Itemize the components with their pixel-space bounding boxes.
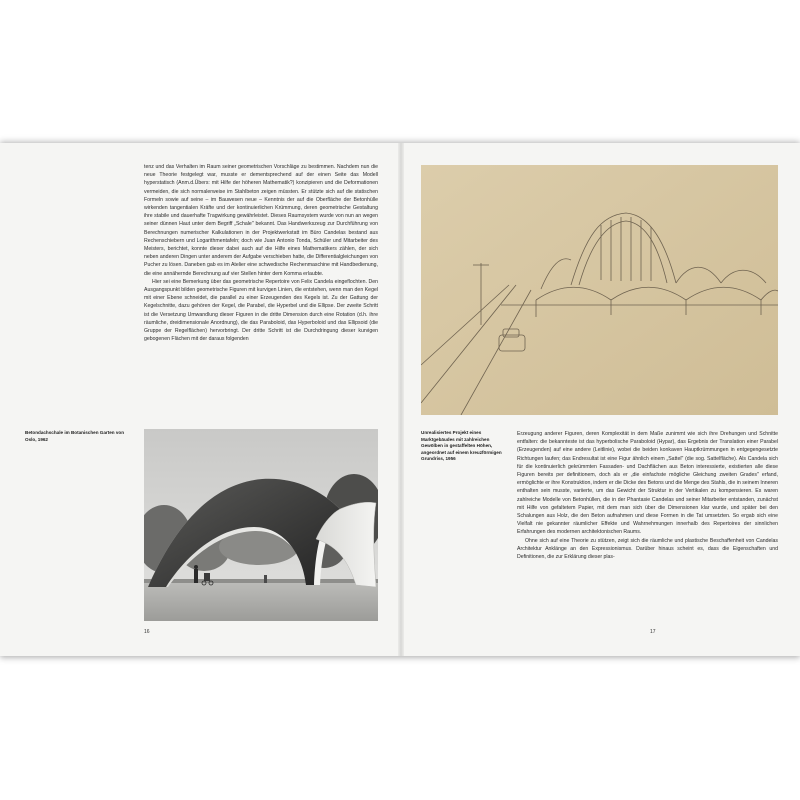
market-sketch-image <box>421 165 778 415</box>
right-paragraph-1: Erzeugung anderer Figuren, deren Komplexität in dem Maße zunimmt wie sich ihre Drehungen und Schnitte entfalten: die bekannteste ist das hyperbolische Paraboloid (Hypar), das Ergebnis der Translation einer Parabel (Erzeugenden) auf eine andere (Leitlinie), wobei die beiden konkaven Hauptkrümmungen in entgegengesetzte Richtungen laufen; das Endresultat ist eine Figur ähnlich einem „Sattel" (die sog. Sattelfläche). Als Candela sich für die kontinuierlich gekrümmten Fassaden- und Dachflächen aus Beton interessierte, existierten alle diese Figuren bereits per definitionem, doch als er „die einfachste mögliche Gleichung zweiten Grades" erfand, ermöglichte er ihre Konstruktion, indem er die Dicke des Betons und die Menge des Stahls, die in seinem Inneren enthalten sein musste, variierte, um das Gewicht der Struktur in der Vertikalen zu kompensieren. Es waren zahlreiche Modelle von Betonhüllen, die in der Phantasie Candelas und seiner Mitarbeiter entstanden, zunächst mit Hilfe von gefaltetem Papier, mit dem man sich über die Dimensionen klar wurde, und später bei den Schalungen aus Holz, die den Beton aufnahmen und diese Formen in die Tat umsetzten. So ergab sich eine Vielfalt nie gekannter räumlicher Effekte und Wahrnehmungen innerhalb des Repertoires der sinnlichen Erfahrungen des modernen architektonischen Raums. <box>517 431 778 536</box>
left-photo-caption: Betondachschale im Botanischen Garten von Oslo, 1962 <box>25 430 125 442</box>
book-gutter <box>398 143 404 656</box>
left-page-body-text <box>144 163 378 431</box>
right-page-number: 17 <box>650 629 656 635</box>
left-paragraph-1: tenz und das Verhalten im Raum seiner geometrischen Vorschläge zu bestimmen. Nachdem nun die neue Theorie festgelegt war, musste er dementsprechend auf der einen Seite das Modell hyperstatisch (Anm.d.Übers: mit Hilfe der höheren Mathematik?) konzipieren und die Deformationen vermeiden, die sich normalerweise im Stahlbeton zeigen müssten. Er stützte sich auf die statischen Formeln sowie auf seine – im Bauwesen neue – Kenntnis der auf die Oberfläche der Betonhülle wirkenden tangentialen Kräfte und der kontinuierlichen Krümmung, deren geometrische Gestaltung ihre stabile und dauerhafte Tragwirkung gewährleistet. Dieses Raumsystem wurde von nun an wegen seiner dünnen Haut unter dem Begriff „Schale" bekannt. Das Handwerkszeug zur Durchführung von Berechnungen numerischer Kalkulationen in der Projektwerkstatt im Büro Candelas bestand aus Rechenschiebern und Logarithmentafeln; doch wie Juan Antonio Tonda, Schüler und Mitarbeiter des Meisters, berichtet, konnte dieser dabei auch auf die Hilfe eines Mathematikers zählen, der sich neben anderen Dingen unter anderem der Aufgabe verschieben hatte, die Differentialgleichungen von Pucher zu lösen. Daneben gab es im Atelier eine schwedische Rechenmaschine mit Handbedienung, die eine annähernde Berechnung auf vier Stellen hinter dem Komma erlaubte. <box>144 164 378 277</box>
left-paragraph-2: Hier sei eine Bemerkung über das geometrische Repertoire von Felix Candela eingeflochten. Den Ausgangspunkt bilden geometrische Figuren mit kurvigen Linien, die entstehen, wenn man den Kegel mit einer Ebene schneidet, die parallel zu einer Erzeugenden des Kegels ist. Zu der Gattung der Kegelschnitte, dazu gehören der Kegel, die Parabel, die Hyperbel und die Ellipse. Der zweite Schritt ist die Versetzung Umwandlung dieser Figuren in die dritte Dimension durch eine Rotation (d.h. ihre räumliche, dreidimensionale Anordnung), die das Paraboloid, das Hyperboloid und das Ellipsoid (die Gruppe der Regelflächen) hervorbringt. Der dritte Schritt ist die Durchdringung dieser kurvigen gebogenen Flächen mit der daraus folgenden <box>144 278 378 343</box>
right-photo-caption: Unrealisiertes Projekt eines Marktgebäudes mit zahlreichen Gewölben in gestaffelten Höhen, angeordnet auf einem kreuzförmigen Grundriss, 1956 <box>421 430 502 462</box>
left-page-number: 16 <box>144 629 150 635</box>
right-page-body-text <box>517 430 778 624</box>
right-paragraph-2: Ohne sich auf eine Theorie zu stützen, zeigt sich die räumliche und plastische Beschaffenheit von Candelas Architektur Anklänge an den Expressionismus. Darüber hinaus scheint es, dass die Eigenschaften und Definitionen, die zur Erklärung dieser plas- <box>517 537 778 561</box>
oslo-shell-photo <box>144 429 378 621</box>
